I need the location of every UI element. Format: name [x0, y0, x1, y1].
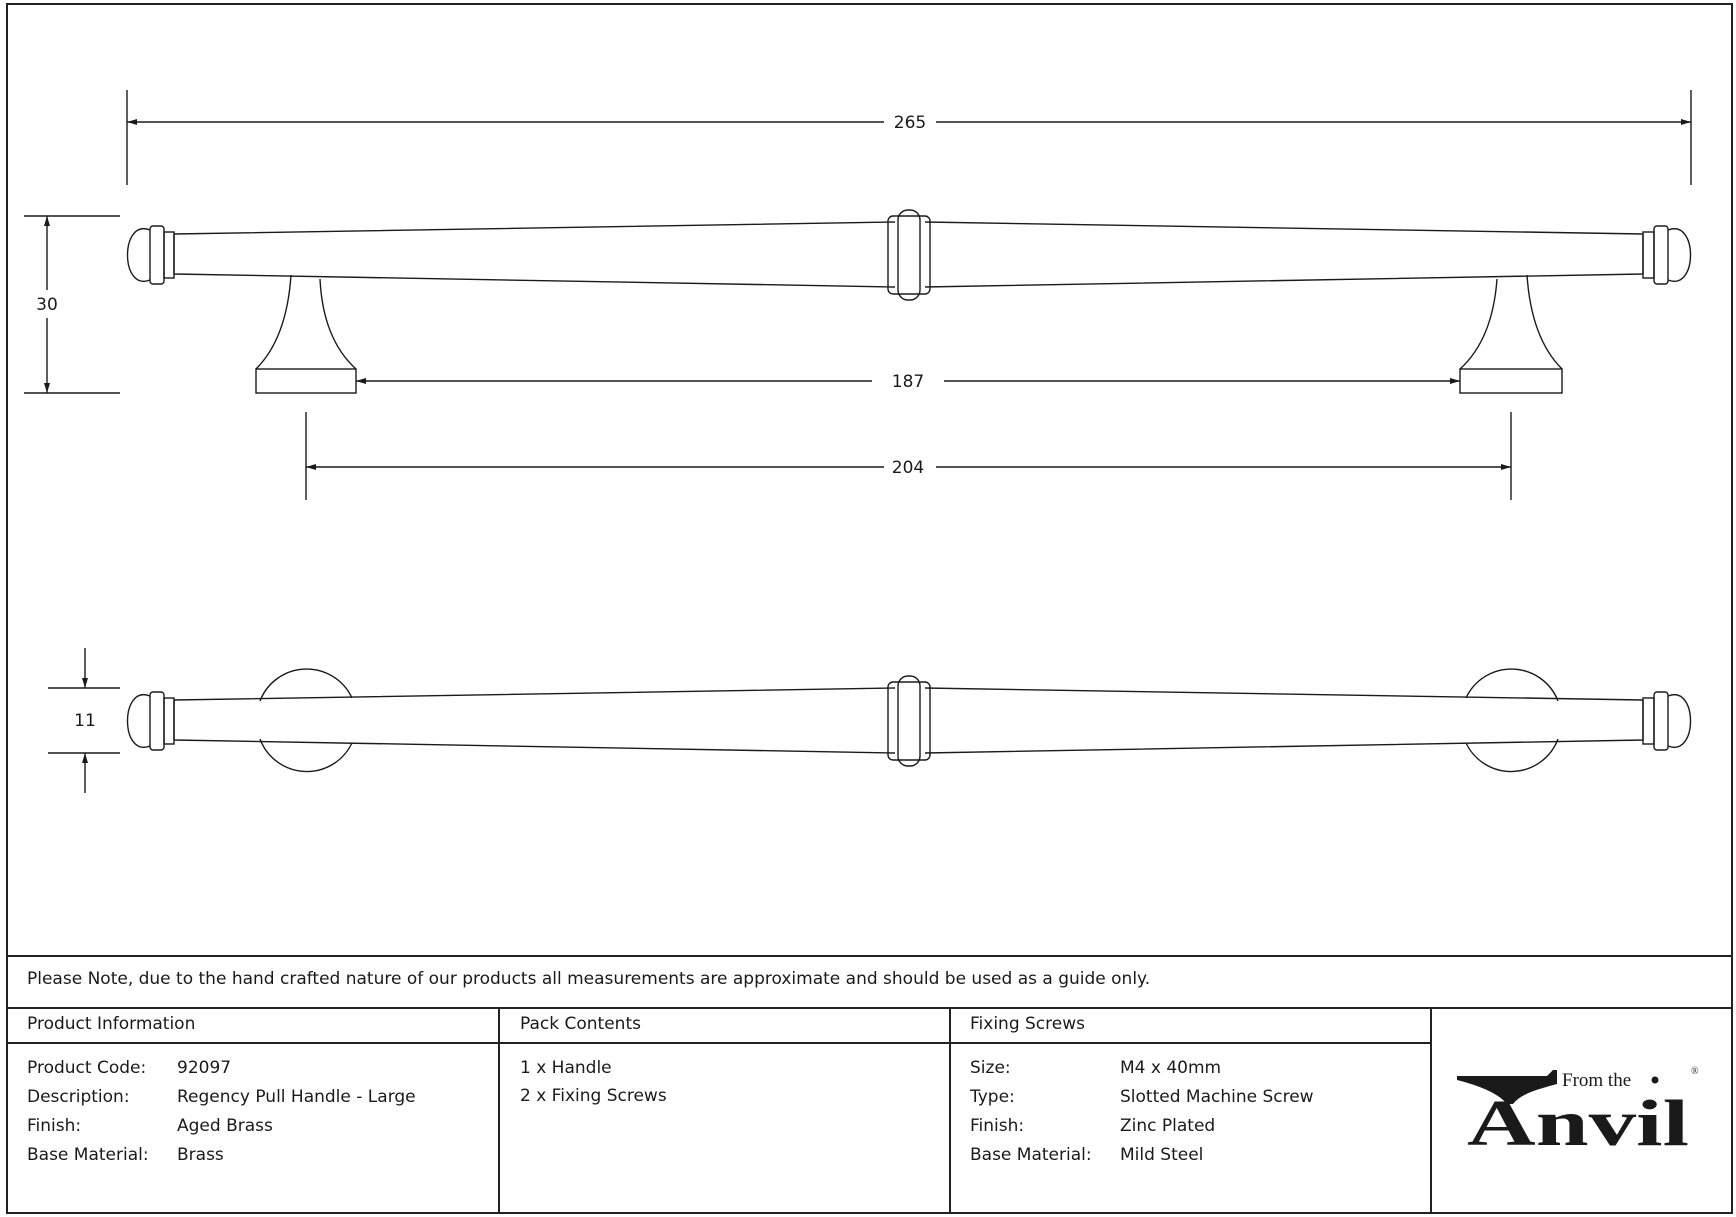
product-info-heading: Product Information [27, 1014, 196, 1034]
top-view [48, 648, 1691, 793]
dim-centres [306, 412, 1511, 500]
screw-size-value: M4 x 40mm [1120, 1058, 1222, 1078]
screw-material-value: Mild Steel [1120, 1145, 1204, 1165]
dim-bar-diameter-label: 11 [74, 711, 96, 731]
dim-inner-span [356, 372, 1460, 392]
logo-large-text: Anvil [1467, 1087, 1689, 1150]
dim-height-label: 30 [36, 295, 58, 315]
base-material-label: Base Material: [27, 1145, 149, 1165]
list-item: 2 x Fixing Screws [520, 1086, 667, 1106]
column-divider-1 [498, 1007, 500, 1214]
finish-label: Finish: [27, 1116, 82, 1136]
product-code-value: 92097 [177, 1058, 232, 1078]
logo-registered-mark: ® [1691, 1066, 1699, 1077]
top-bar-left [174, 688, 895, 753]
dim-centres-label: 204 [891, 458, 925, 478]
top-center-collar-inner [898, 676, 920, 766]
column-divider-3 [1430, 1007, 1432, 1214]
screw-size-label: Size: [970, 1058, 1011, 1078]
side-bar-right [925, 222, 1643, 287]
title-block-top-border [6, 955, 1733, 957]
screw-finish-label: Finish: [970, 1116, 1025, 1136]
dim-bar-diameter [48, 648, 120, 793]
screw-type-value: Slotted Machine Screw [1120, 1087, 1314, 1107]
top-left-end-cap [128, 692, 175, 750]
side-right-end-cap [1643, 226, 1691, 284]
logo-small-text: From the [1562, 1070, 1632, 1091]
dim-height [24, 216, 120, 393]
column-divider-2 [949, 1007, 951, 1214]
side-right-foot [1460, 275, 1562, 393]
side-left-end-cap [128, 226, 175, 284]
measurement-note: Please Note, due to the hand crafted nature of our products all measurements are approximate and should be used as a guide only. [27, 969, 1151, 989]
from-the-anvil-logo [1455, 1060, 1705, 1150]
dim-overall-length-label: 265 [893, 113, 927, 133]
title-block-divider [6, 1007, 1733, 1009]
finish-value: Aged Brass [177, 1116, 273, 1136]
dim-inner-span-label: 187 [891, 372, 925, 392]
top-right-rose [1466, 669, 1558, 771]
side-bar-left [174, 222, 895, 287]
base-material-value: Brass [177, 1145, 224, 1165]
top-left-rose [260, 669, 352, 771]
side-left-foot [256, 275, 356, 393]
pack-contents-heading: Pack Contents [520, 1014, 641, 1034]
dim-overall-length [127, 90, 1691, 185]
logo-dot-icon [1652, 1077, 1659, 1084]
top-right-end-cap [1643, 692, 1691, 750]
product-code-label: Product Code: [27, 1058, 147, 1078]
fixing-screws-heading: Fixing Screws [970, 1014, 1085, 1034]
side-center-collar-inner [898, 210, 920, 300]
description-label: Description: [27, 1087, 130, 1107]
screw-finish-value: Zinc Plated [1120, 1116, 1216, 1136]
screw-type-label: Type: [970, 1087, 1015, 1107]
screw-material-label: Base Material: [970, 1145, 1092, 1165]
description-value: Regency Pull Handle - Large [177, 1087, 416, 1107]
side-view [24, 90, 1691, 500]
header-underline [6, 1042, 1431, 1044]
side-center-collar-outer [888, 216, 930, 294]
list-item: 1 x Handle [520, 1058, 612, 1078]
top-bar-right [925, 688, 1643, 753]
top-center-collar-outer [888, 682, 930, 760]
